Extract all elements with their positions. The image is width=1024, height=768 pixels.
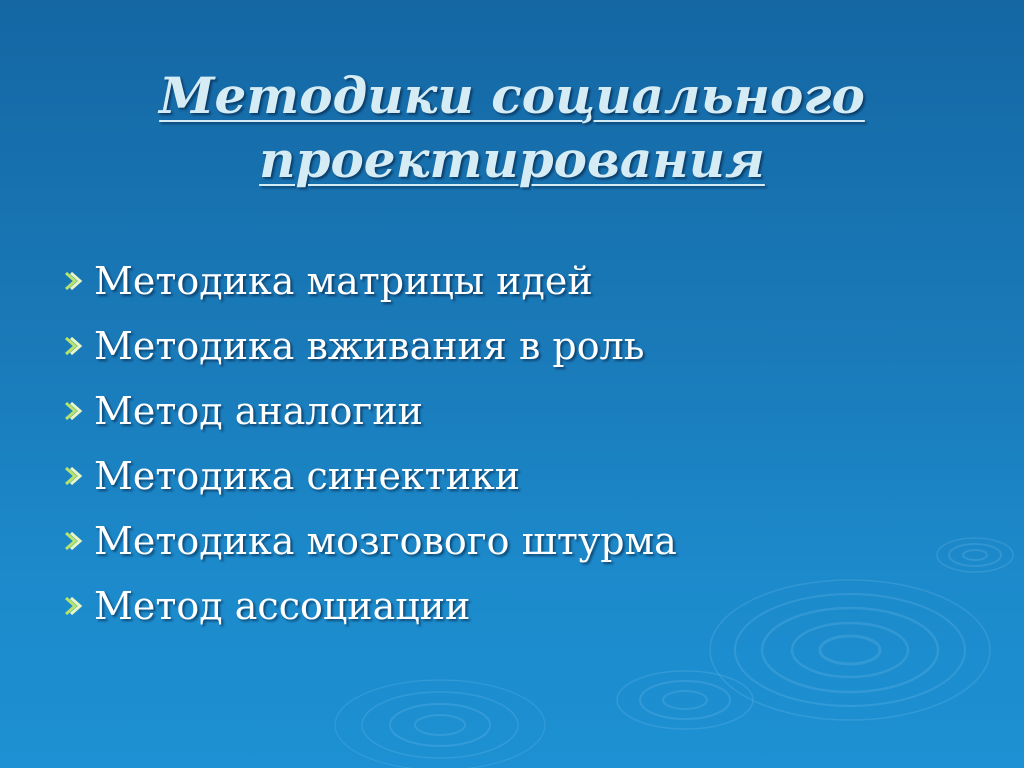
arrow-bullet-icon [62,586,94,626]
list-item-text: Метод ассоциации [94,583,471,628]
methods-list [62,248,1002,638]
list-item-text: Методика синектики [94,453,521,498]
list-item-text: Методика матрицы идей [94,258,593,303]
list-item-text: Методика вживания в роль [94,323,645,368]
arrow-bullet-icon [62,391,94,431]
list-item [62,443,1002,508]
title-line-2: проектирования [259,129,765,189]
list-item [62,573,1002,638]
list-item [62,313,1002,378]
list-item [62,248,1002,313]
arrow-bullet-icon [62,261,94,301]
list-item [62,508,1002,573]
arrow-bullet-icon [62,456,94,496]
arrow-bullet-icon [62,521,94,561]
arrow-bullet-icon [62,326,94,366]
slide-title [0,64,1024,192]
list-item-text: Методика мозгового штурма [94,518,677,563]
list-item [62,378,1002,443]
list-item-text: Метод аналогии [94,388,423,433]
title-line-1: Методики социального [159,65,865,125]
